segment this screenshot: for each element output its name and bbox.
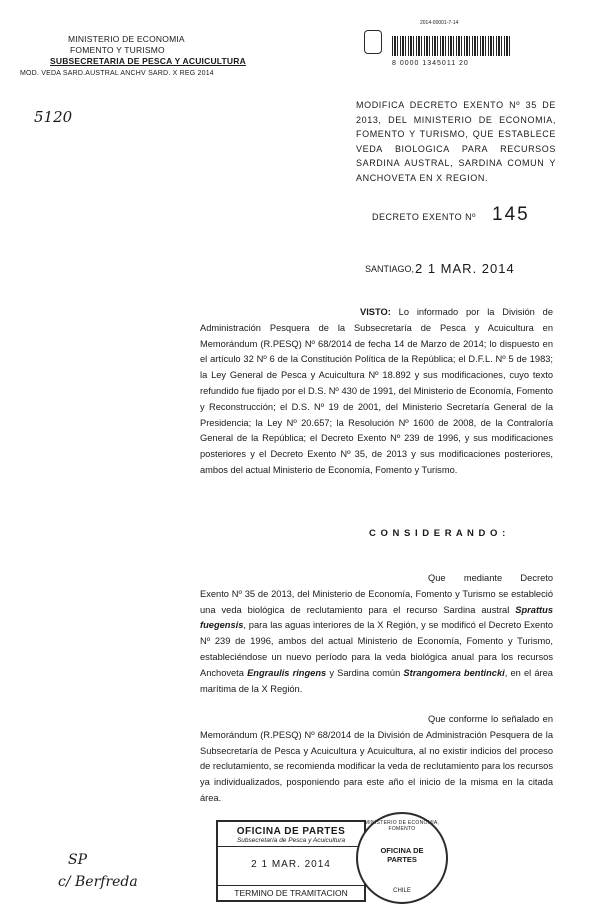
species-strangomera: Strangomera bentincki — [403, 667, 505, 678]
considerando-paragraph-1 — [200, 571, 553, 697]
barcode-block — [360, 14, 540, 84]
seal-bottom-text: CHILE — [393, 888, 411, 894]
p1-part-c: y Sardina común — [326, 667, 404, 678]
species-engraulis: Engraulis ringens — [247, 667, 327, 678]
seal-ring-text: MINISTERIO DE ECONOMIA, FOMENTO — [364, 820, 440, 832]
stamp-title: OFICINA DE PARTES — [236, 826, 346, 837]
handwritten-initials: SP — [68, 852, 88, 868]
barcode-top-text: 2014-00001-7-14 — [420, 20, 459, 26]
stamp-subtitle: Subsecretaría de Pesca y Acuicultura — [218, 837, 364, 847]
p1-part-a: Que mediante Decreto Exento Nº 35 de 2013, del Ministerio de Economía, Fomento y Turismo se estableció una veda biológica de reclutamiento para el recurso Sardina austral — [200, 573, 553, 615]
ministry-seal — [356, 812, 448, 904]
considerando-paragraph-2: Que conforme lo señalado en Memorándum (R.PESQ) Nº 68/2014 de la División de Administración Pesquera de la Subsecretaría de Pesca y Acuicultura y Acuicultura, al no existir indicios del proceso de reclutamiento, se recomienda modificar la veda de reclutamiento para los recursos ya individualizados, posponiendo para este año el inicio de la misma en la citada área. — [200, 714, 553, 803]
stamp-date: 2 1 MAR. 2014 — [251, 859, 331, 870]
visto-text: Lo informado por la División de Administración Pesquera de la Subsecretaría de Pesca y Acuicultura en Memorándum (R.PESQ) Nº 68/2014 de fecha 14 de Marzo de 2014; lo dispuesto en el artículo 32 Nº 6 de la Constitución Política de la República; el D.F.L. Nº 5 de 1983; la Ley General de Pesca y Acuicultura Nº 18.892 y sus modificaciones, cuyo texto refundido fue fijado por el D.S. Nº 430 de 1991, del Ministerio de Economía, Fomento y Reconstrucción; el D.S. Nº 19 de 2001, del Ministerio Secretaría General de la Presidencia; la Ley Nº 20.657; la Resolución Nº 1600 de 2008, de la Contraloría General de la República; el Decreto Exento Nº 239 de 1996, y sus modificaciones posteriores y el Decreto Exento Nº 35, de 2013 y sus modificaciones posteriores, ambos del actual Ministerio de Economía, Fomento y Turismo. — [200, 307, 553, 475]
decree-number-line — [372, 204, 562, 225]
date: 2 1 MAR. 2014 — [415, 261, 515, 276]
barcode-number: 8 0000 1345011 20 — [392, 60, 469, 67]
decree-subject: MODIFICA DECRETO EXENTO Nº 35 DE 2013, DEL MINISTERIO DE ECONOMIA, FOMENTO Y TURISMO, QUE ESTABLECE VEDA BIOLOGICA PARA RECURSOS SARDINA AUSTRAL, SARDINA COMUN Y ANCHOVETA EN X REGION. — [356, 100, 556, 183]
decree-label: DECRETO EXENTO Nº — [372, 212, 476, 222]
decree-number: 145 — [492, 204, 530, 225]
office-stamp — [216, 820, 366, 902]
handwritten-signature: c/ Berfreda — [58, 874, 138, 890]
seal-center-text: OFICINA DE PARTES — [380, 846, 424, 864]
ministry-header — [20, 34, 290, 79]
header-reference: MOD. VEDA SARD.AUSTRAL ANCHV SARD. X REG 2014 — [20, 70, 214, 77]
p1-part-b: , para las aguas interiores de la X Región, y se modificó el Decreto Exento Nº 239 de 1996, ambos del actual Ministerio de Economía, Fomento y Turismo, estableciéndose un nuevo período para la veda biológica anual para los recursos Anchoveta — [200, 620, 553, 678]
considerando-title: C O N S I D E R A N D O : — [369, 528, 507, 539]
visto-paragraph — [200, 305, 553, 479]
place-date — [365, 261, 565, 276]
header-subsecretaria: SUBSECRETARIA DE PESCA Y ACUICULTURA — [50, 56, 246, 66]
stamp-footer: TERMINO DE TRAMITACION — [218, 885, 364, 898]
header-fomento: FOMENTO Y TURISMO — [70, 45, 165, 55]
p1-part-d: , en el área marítima de la X Región. — [200, 667, 553, 694]
barcode-icon — [392, 36, 512, 56]
species-sprattus: Sprattus fuegensis — [200, 604, 553, 631]
margin-note: 5120 — [34, 108, 73, 126]
crest-icon — [364, 30, 382, 54]
visto-title: VISTO: — [360, 307, 391, 317]
place: SANTIAGO, — [365, 264, 415, 274]
header-ministry: MINISTERIO DE ECONOMIA — [68, 34, 185, 44]
